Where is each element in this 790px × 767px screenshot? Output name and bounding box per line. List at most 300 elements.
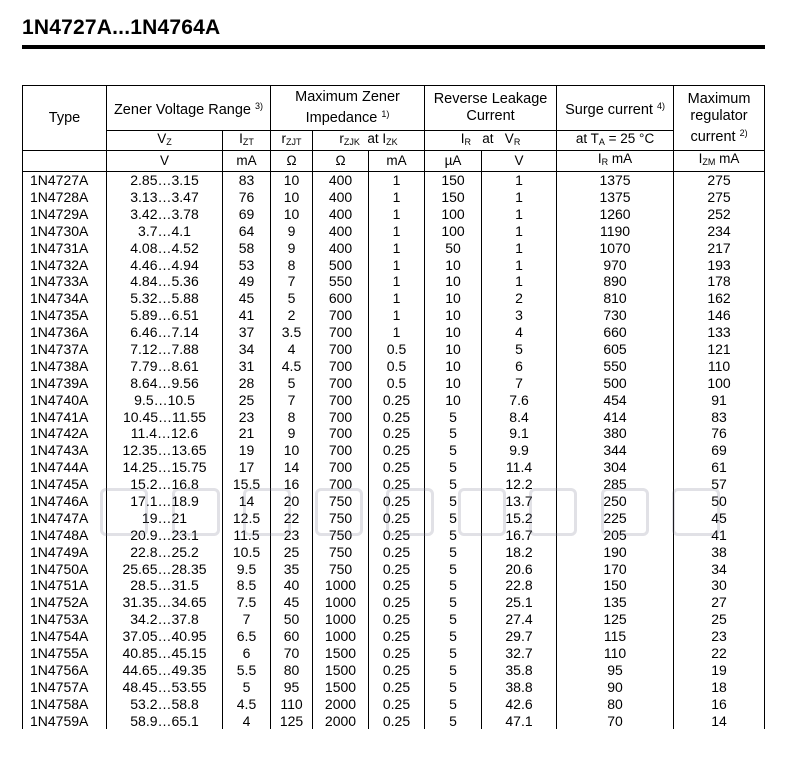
cell-izk: 1 — [369, 273, 425, 290]
cell-ir: 100 — [425, 206, 482, 223]
header-max-zener-label: Maximum Zener Impedance — [295, 89, 400, 126]
cell-izt: 28 — [223, 375, 271, 392]
table-row — [23, 594, 765, 611]
cell-type: 1N4742A — [23, 425, 107, 442]
cell-vr: 2 — [482, 290, 557, 307]
cell-rzjk: 1500 — [313, 645, 369, 662]
cell-surge: 205 — [557, 527, 674, 544]
cell-izt: 19 — [223, 442, 271, 459]
cell-rzjk: 400 — [313, 206, 369, 223]
cell-rzjt: 10 — [271, 171, 313, 188]
table-row — [23, 239, 765, 256]
cell-ir: 5 — [425, 679, 482, 696]
cell-rzjt: 10 — [271, 189, 313, 206]
cell-vz: 17.1…18.9 — [107, 493, 223, 510]
cell-izk: 1 — [369, 307, 425, 324]
cell-izk: 1 — [369, 256, 425, 273]
cell-type: 1N4755A — [23, 645, 107, 662]
cell-rzjk: 1500 — [313, 679, 369, 696]
cell-izm: 133 — [674, 324, 765, 341]
cell-rzjt: 3.5 — [271, 324, 313, 341]
table-row — [23, 375, 765, 392]
cell-vr: 4 — [482, 324, 557, 341]
cell-ir: 10 — [425, 358, 482, 375]
cell-rzjt: 60 — [271, 628, 313, 645]
cell-izk: 1 — [369, 290, 425, 307]
cell-izm: 146 — [674, 307, 765, 324]
cell-vz: 44.65…49.35 — [107, 662, 223, 679]
cell-ir: 5 — [425, 594, 482, 611]
footnote-marker: 1) — [381, 109, 390, 119]
cell-surge: 1260 — [557, 206, 674, 223]
cell-rzjt: 80 — [271, 662, 313, 679]
cell-izm: 18 — [674, 679, 765, 696]
cell-izk: 0.25 — [369, 442, 425, 459]
header-reverse-leakage-label: Reverse Leakage Current — [433, 91, 548, 124]
cell-izm: 91 — [674, 391, 765, 408]
cell-izk: 0.25 — [369, 425, 425, 442]
table-row — [23, 307, 765, 324]
table-row — [23, 510, 765, 527]
cell-vr: 1 — [482, 239, 557, 256]
cell-vz: 20.9…23.1 — [107, 527, 223, 544]
cell-izk: 0.25 — [369, 459, 425, 476]
header-type — [23, 86, 107, 151]
cell-vz: 28.5…31.5 — [107, 577, 223, 594]
cell-izm: 100 — [674, 375, 765, 392]
cell-rzjt: 95 — [271, 679, 313, 696]
table-row — [23, 206, 765, 223]
cell-vz: 9.5…10.5 — [107, 391, 223, 408]
cell-vz: 31.35…34.65 — [107, 594, 223, 611]
cell-type: 1N4747A — [23, 510, 107, 527]
cell-surge: 454 — [557, 391, 674, 408]
table-row — [23, 527, 765, 544]
cell-izt: 41 — [223, 307, 271, 324]
header-max-zener-impedance — [271, 86, 425, 131]
cell-izt: 34 — [223, 341, 271, 358]
cell-izk: 1 — [369, 206, 425, 223]
cell-rzjt: 110 — [271, 695, 313, 712]
table-row — [23, 425, 765, 442]
cell-surge: 285 — [557, 476, 674, 493]
cell-type: 1N4733A — [23, 273, 107, 290]
cell-izm: 76 — [674, 425, 765, 442]
header-izt: $I_{ZT}$ — [223, 131, 271, 151]
cell-type: 1N4759A — [23, 712, 107, 729]
cell-type: 1N4740A — [23, 391, 107, 408]
cell-vr: 13.7 — [482, 493, 557, 510]
cell-surge: 605 — [557, 341, 674, 358]
cell-surge: 1375 — [557, 171, 674, 188]
cell-vr: 25.1 — [482, 594, 557, 611]
cell-rzjk: 1000 — [313, 577, 369, 594]
cell-vr: 35.8 — [482, 662, 557, 679]
cell-izm: 178 — [674, 273, 765, 290]
cell-izt: 8.5 — [223, 577, 271, 594]
cell-vr: 29.7 — [482, 628, 557, 645]
cell-vr: 7.6 — [482, 391, 557, 408]
cell-ir: 5 — [425, 425, 482, 442]
cell-izm: 34 — [674, 560, 765, 577]
cell-izm: 193 — [674, 256, 765, 273]
cell-surge: 135 — [557, 594, 674, 611]
cell-rzjt: 10 — [271, 206, 313, 223]
cell-izk: 0.5 — [369, 341, 425, 358]
cell-type: 1N4729A — [23, 206, 107, 223]
cell-vr: 3 — [482, 307, 557, 324]
cell-rzjt: 20 — [271, 493, 313, 510]
unit-rzjt: Ω — [271, 151, 313, 171]
cell-vr: 22.8 — [482, 577, 557, 594]
cell-ir: 10 — [425, 324, 482, 341]
cell-vz: 12.35…13.65 — [107, 442, 223, 459]
cell-izk: 0.25 — [369, 695, 425, 712]
cell-vr: 42.6 — [482, 695, 557, 712]
cell-rzjt: 40 — [271, 577, 313, 594]
cell-rzjk: 1000 — [313, 611, 369, 628]
cell-izm: 275 — [674, 189, 765, 206]
table-row — [23, 256, 765, 273]
cell-rzjk: 1500 — [313, 662, 369, 679]
cell-type: 1N4744A — [23, 459, 107, 476]
cell-type: 1N4734A — [23, 290, 107, 307]
cell-ir: 150 — [425, 171, 482, 188]
cell-type: 1N4753A — [23, 611, 107, 628]
cell-vz: 15.2…16.8 — [107, 476, 223, 493]
cell-rzjk: 700 — [313, 358, 369, 375]
cell-izm: 27 — [674, 594, 765, 611]
cell-izk: 0.25 — [369, 645, 425, 662]
header-rzjk-at-izk: $r_{ZJK}$ at $I_{ZK}$ — [313, 131, 425, 151]
cell-surge: 304 — [557, 459, 674, 476]
table-row — [23, 341, 765, 358]
cell-izm: 50 — [674, 493, 765, 510]
cell-vz: 4.46…4.94 — [107, 256, 223, 273]
cell-ir: 10 — [425, 391, 482, 408]
cell-ir: 50 — [425, 239, 482, 256]
cell-surge: 890 — [557, 273, 674, 290]
header-max-regulator — [674, 86, 765, 151]
cell-izt: 25 — [223, 391, 271, 408]
title-rule — [22, 45, 765, 49]
cell-izm: 41 — [674, 527, 765, 544]
cell-ir: 10 — [425, 256, 482, 273]
cell-izm: 252 — [674, 206, 765, 223]
cell-ir: 100 — [425, 222, 482, 239]
cell-ir: 5 — [425, 459, 482, 476]
cell-rzjt: 25 — [271, 543, 313, 560]
table-row — [23, 442, 765, 459]
cell-vr: 9.1 — [482, 425, 557, 442]
cell-izk: 0.25 — [369, 560, 425, 577]
footnote-marker: 4) — [656, 100, 665, 111]
unit-izk: mA — [369, 151, 425, 171]
cell-ir: 10 — [425, 307, 482, 324]
header-vz: $V_Z$ — [107, 131, 223, 151]
cell-surge: 225 — [557, 510, 674, 527]
cell-type: 1N4749A — [23, 543, 107, 560]
cell-izt: 4 — [223, 712, 271, 729]
cell-type: 1N4756A — [23, 662, 107, 679]
cell-izk: 0.25 — [369, 712, 425, 729]
cell-izm: 110 — [674, 358, 765, 375]
cell-vr: 1 — [482, 171, 557, 188]
cell-vz: 10.45…11.55 — [107, 408, 223, 425]
datasheet-table-container — [22, 85, 764, 729]
cell-izk: 0.25 — [369, 493, 425, 510]
cell-type: 1N4751A — [23, 577, 107, 594]
cell-izt: 69 — [223, 206, 271, 223]
cell-type: 1N4739A — [23, 375, 107, 392]
cell-type: 1N4748A — [23, 527, 107, 544]
table-row — [23, 391, 765, 408]
cell-izt: 83 — [223, 171, 271, 188]
cell-type: 1N4737A — [23, 341, 107, 358]
cell-vr: 20.6 — [482, 560, 557, 577]
cell-rzjt: 9 — [271, 239, 313, 256]
cell-vr: 5 — [482, 341, 557, 358]
cell-vz: 58.9…65.1 — [107, 712, 223, 729]
cell-ir: 5 — [425, 645, 482, 662]
table-body — [23, 171, 765, 729]
cell-rzjt: 23 — [271, 527, 313, 544]
cell-type: 1N4746A — [23, 493, 107, 510]
header-ir-at-vr: $I_R$ at $V_R$ — [425, 131, 557, 151]
cell-vr: 9.9 — [482, 442, 557, 459]
cell-vz: 3.13…3.47 — [107, 189, 223, 206]
cell-izt: 5.5 — [223, 662, 271, 679]
cell-vz: 3.7…4.1 — [107, 222, 223, 239]
cell-vz: 6.46…7.14 — [107, 324, 223, 341]
cell-vr: 12.2 — [482, 476, 557, 493]
table-row — [23, 222, 765, 239]
cell-rzjk: 500 — [313, 256, 369, 273]
cell-izk: 0.25 — [369, 391, 425, 408]
table-row — [23, 611, 765, 628]
cell-surge: 414 — [557, 408, 674, 425]
cell-izk: 0.5 — [369, 375, 425, 392]
cell-type: 1N4728A — [23, 189, 107, 206]
unit-rzjk: Ω — [313, 151, 369, 171]
cell-vr: 1 — [482, 189, 557, 206]
cell-izk: 0.5 — [369, 358, 425, 375]
cell-rzjk: 700 — [313, 375, 369, 392]
header-row-groups — [23, 86, 765, 131]
cell-rzjk: 700 — [313, 324, 369, 341]
cell-ir: 10 — [425, 273, 482, 290]
table-row — [23, 577, 765, 594]
cell-type: 1N4758A — [23, 695, 107, 712]
footnote-marker: 2) — [739, 127, 748, 138]
cell-ir: 5 — [425, 628, 482, 645]
cell-izt: 31 — [223, 358, 271, 375]
cell-ir: 5 — [425, 611, 482, 628]
cell-izt: 58 — [223, 239, 271, 256]
cell-izt: 7 — [223, 611, 271, 628]
cell-rzjt: 7 — [271, 273, 313, 290]
cell-izk: 1 — [369, 189, 425, 206]
table-row — [23, 273, 765, 290]
table-row — [23, 324, 765, 341]
cell-rzjt: 14 — [271, 459, 313, 476]
cell-type: 1N4730A — [23, 222, 107, 239]
cell-vr: 1 — [482, 222, 557, 239]
cell-izt: 7.5 — [223, 594, 271, 611]
cell-izm: 14 — [674, 712, 765, 729]
cell-vz: 2.85…3.15 — [107, 171, 223, 188]
cell-ir: 5 — [425, 408, 482, 425]
cell-rzjt: 35 — [271, 560, 313, 577]
cell-rzjk: 700 — [313, 425, 369, 442]
cell-surge: 150 — [557, 577, 674, 594]
table-row — [23, 189, 765, 206]
cell-rzjt: 4 — [271, 341, 313, 358]
cell-surge: 110 — [557, 645, 674, 662]
cell-vr: 11.4 — [482, 459, 557, 476]
cell-ir: 5 — [425, 560, 482, 577]
cell-surge: 95 — [557, 662, 674, 679]
cell-rzjt: 10 — [271, 442, 313, 459]
cell-izm: 69 — [674, 442, 765, 459]
cell-rzjt: 70 — [271, 645, 313, 662]
cell-izt: 17 — [223, 459, 271, 476]
cell-surge: 90 — [557, 679, 674, 696]
cell-izm: 275 — [674, 171, 765, 188]
table-row — [23, 459, 765, 476]
cell-surge: 170 — [557, 560, 674, 577]
cell-ir: 5 — [425, 493, 482, 510]
cell-izm: 234 — [674, 222, 765, 239]
cell-izk: 0.25 — [369, 662, 425, 679]
cell-izt: 37 — [223, 324, 271, 341]
cell-izm: 61 — [674, 459, 765, 476]
cell-izt: 14 — [223, 493, 271, 510]
cell-ir: 5 — [425, 527, 482, 544]
cell-vr: 7 — [482, 375, 557, 392]
cell-surge: 810 — [557, 290, 674, 307]
zener-diode-table — [22, 85, 765, 729]
cell-vz: 25.65…28.35 — [107, 560, 223, 577]
cell-surge: 190 — [557, 543, 674, 560]
cell-izm: 162 — [674, 290, 765, 307]
table-row — [23, 560, 765, 577]
cell-surge: 250 — [557, 493, 674, 510]
cell-rzjt: 9 — [271, 425, 313, 442]
cell-rzjt: 50 — [271, 611, 313, 628]
cell-rzjt: 9 — [271, 222, 313, 239]
cell-ir: 5 — [425, 577, 482, 594]
header-type-label: Type — [48, 109, 81, 126]
table-row — [23, 290, 765, 307]
cell-rzjt: 5 — [271, 290, 313, 307]
cell-izk: 0.25 — [369, 628, 425, 645]
cell-rzjk: 700 — [313, 341, 369, 358]
cell-izt: 49 — [223, 273, 271, 290]
cell-vz: 4.08…4.52 — [107, 239, 223, 256]
cell-izm: 19 — [674, 662, 765, 679]
cell-surge: 70 — [557, 712, 674, 729]
cell-rzjk: 700 — [313, 408, 369, 425]
cell-rzjk: 400 — [313, 239, 369, 256]
cell-surge: 1375 — [557, 189, 674, 206]
cell-ir: 5 — [425, 695, 482, 712]
cell-vr: 1 — [482, 273, 557, 290]
cell-izm: 217 — [674, 239, 765, 256]
table-row — [23, 493, 765, 510]
table-row — [23, 645, 765, 662]
cell-type: 1N4743A — [23, 442, 107, 459]
cell-vr: 8.4 — [482, 408, 557, 425]
cell-vr: 32.7 — [482, 645, 557, 662]
header-row-symbols — [23, 131, 765, 151]
cell-vz: 37.05…40.95 — [107, 628, 223, 645]
cell-type: 1N4752A — [23, 594, 107, 611]
cell-ir: 5 — [425, 543, 482, 560]
cell-izt: 9.5 — [223, 560, 271, 577]
cell-rzjk: 750 — [313, 527, 369, 544]
cell-rzjk: 2000 — [313, 712, 369, 729]
cell-vr: 1 — [482, 206, 557, 223]
cell-type: 1N4738A — [23, 358, 107, 375]
cell-izk: 1 — [369, 324, 425, 341]
cell-type: 1N4727A — [23, 171, 107, 188]
unit-ir: µA — [425, 151, 482, 171]
table-row — [23, 543, 765, 560]
cell-izm: 45 — [674, 510, 765, 527]
cell-izt: 10.5 — [223, 543, 271, 560]
cell-vz: 14.25…15.75 — [107, 459, 223, 476]
header-surge-condition: at $T_A = 25$ °C — [557, 131, 674, 151]
cell-izk: 0.25 — [369, 408, 425, 425]
table-row — [23, 628, 765, 645]
cell-surge: 500 — [557, 375, 674, 392]
cell-rzjt: 2 — [271, 307, 313, 324]
cell-izt: 64 — [223, 222, 271, 239]
cell-rzjk: 700 — [313, 307, 369, 324]
cell-type: 1N4735A — [23, 307, 107, 324]
cell-rzjk: 400 — [313, 189, 369, 206]
unit-surge: $I_R$ mA — [557, 151, 674, 171]
cell-type: 1N4731A — [23, 239, 107, 256]
cell-izm: 83 — [674, 408, 765, 425]
cell-rzjk: 700 — [313, 391, 369, 408]
cell-rzjt: 5 — [271, 375, 313, 392]
cell-type: 1N4750A — [23, 560, 107, 577]
cell-vz: 7.79…8.61 — [107, 358, 223, 375]
cell-rzjk: 750 — [313, 543, 369, 560]
cell-ir: 5 — [425, 712, 482, 729]
page-title: 1N4727A...1N4764A — [22, 16, 221, 39]
cell-vz: 34.2…37.8 — [107, 611, 223, 628]
cell-izt: 12.5 — [223, 510, 271, 527]
cell-rzjk: 400 — [313, 222, 369, 239]
cell-vr: 1 — [482, 256, 557, 273]
cell-izk: 1 — [369, 239, 425, 256]
cell-vz: 5.89…6.51 — [107, 307, 223, 324]
cell-rzjt: 45 — [271, 594, 313, 611]
header-reverse-leakage — [425, 86, 557, 131]
cell-izm: 121 — [674, 341, 765, 358]
cell-vz: 48.45…53.55 — [107, 679, 223, 696]
cell-izt: 6.5 — [223, 628, 271, 645]
cell-rzjk: 400 — [313, 171, 369, 188]
cell-izt: 53 — [223, 256, 271, 273]
cell-vz: 40.85…45.15 — [107, 645, 223, 662]
table-row — [23, 358, 765, 375]
cell-izt: 11.5 — [223, 527, 271, 544]
cell-surge: 970 — [557, 256, 674, 273]
